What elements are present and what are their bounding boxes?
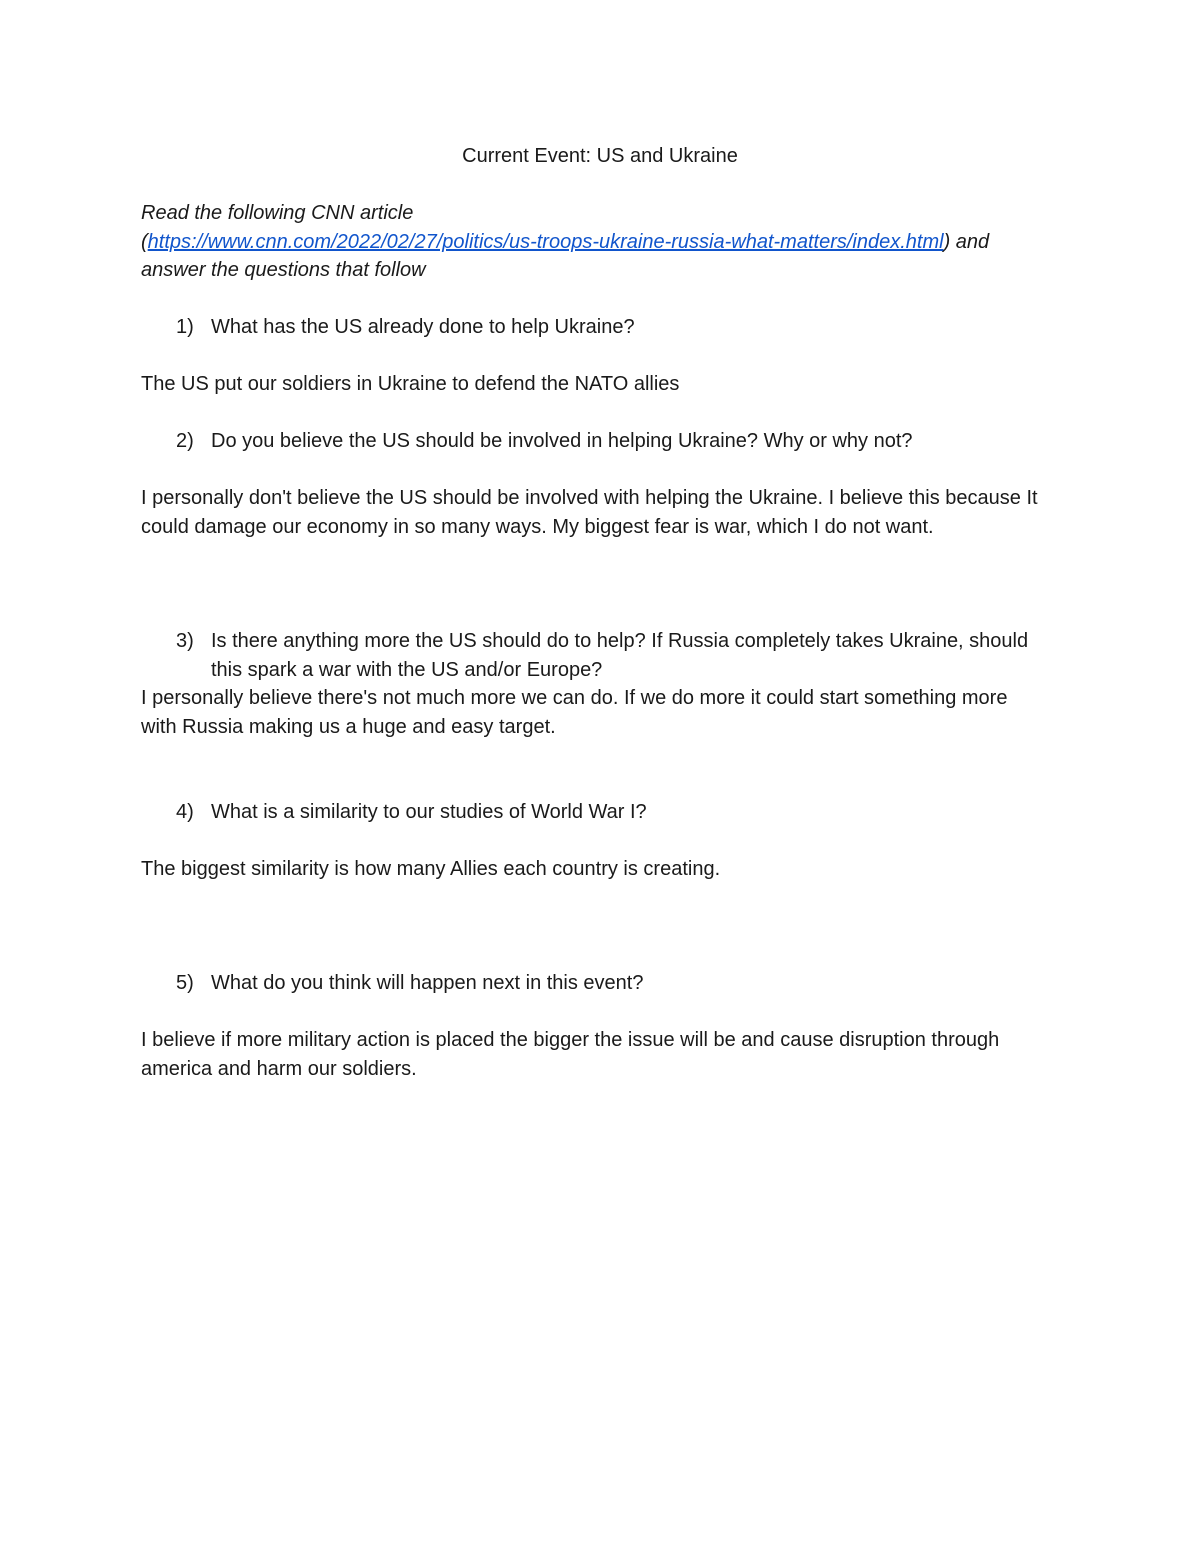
question-text: What is a similarity to our studies of World War I? — [211, 801, 647, 823]
answer-1: The US put our soldiers in Ukraine to defend the NATO allies — [141, 373, 680, 395]
answer-5: I believe if more military action is placed the bigger the issue will be and cause disruption through america and harm our soldiers. — [141, 1029, 1000, 1080]
answer-4: The biggest similarity is how many Allies each country is creating. — [141, 858, 721, 880]
answer-2: I personally don't believe the US should be involved with helping the Ukraine. I believe this because It could damage our economy in so many ways. My biggest fear is war, which I do not want. — [141, 487, 1038, 538]
question-2 — [176, 427, 1056, 456]
intro-line-1: Read the following CNN article — [141, 202, 414, 224]
question-5 — [176, 969, 1056, 998]
question-text: Do you believe the US should be involved in helping Ukraine? Why or why not? — [211, 430, 913, 452]
intro-open-paren: ( — [141, 230, 148, 253]
question-number: 2) — [176, 430, 194, 452]
question-text: What has the US already done to help Ukraine? — [211, 316, 635, 338]
document-page — [141, 0, 1071, 1553]
question-number: 5) — [176, 972, 194, 994]
question-4 — [176, 798, 1056, 827]
question-text: What do you think will happen next in this event? — [211, 972, 644, 994]
question-3 — [176, 627, 1036, 684]
question-1 — [176, 313, 1056, 342]
question-number: 1) — [176, 316, 194, 338]
intro-instructions — [141, 199, 1071, 285]
intro-after-link: ) and — [943, 230, 990, 253]
cnn-article-link[interactable]: https://www.cnn.com/2022/02/27/politics/us-troops-ukraine-russia-what-matters/index.html — [147, 230, 944, 253]
intro-line-3: answer the questions that follow — [141, 259, 426, 281]
document-title: Current Event: US and Ukraine — [462, 145, 738, 167]
question-number: 3) — [176, 630, 194, 652]
question-text: Is there anything more the US should do to help? If Russia completely takes Ukraine, should this spark a war with the US and/or Europe? — [211, 630, 1029, 681]
answer-3: I personally believe there's not much more we can do. If we do more it could start something more with Russia making us a huge and easy target. — [141, 687, 1008, 738]
question-number: 4) — [176, 801, 194, 823]
